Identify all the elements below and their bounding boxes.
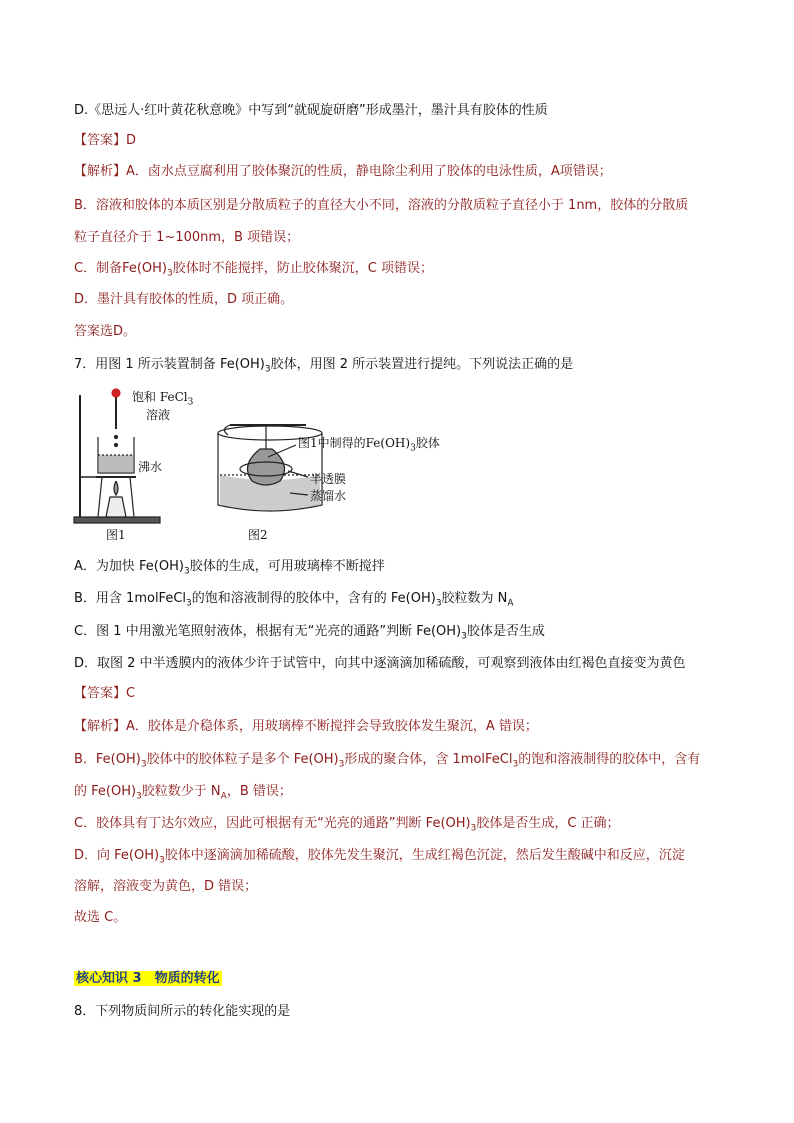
explanation7-a: 【解析】A．胶体是介稳体系，用玻璃棒不断搅拌会导致胶体发生聚沉，A 错误； — [74, 719, 538, 734]
fig1-label-fecl3: 饱和 FeCl$_3$ — [132, 390, 194, 408]
answer-line-7: 【答案】C — [74, 686, 136, 701]
explanation7-d-cont: 溶解，溶液变为黄色，D 错误； — [74, 879, 258, 894]
explanation-b: B．溶液和胶体的本质区别是分散质粒子的直径大小不同，溶液的分散质粒子直径小于 1nm，胶体的分散质 — [74, 198, 689, 213]
question-8: 8．下列物质间所示的转化能实现的是 — [74, 1004, 291, 1019]
explanation7-d: D．向 $Fe(OH)_3$胶体中逐滴滴加稀硫酸，胶体先发生聚沉，生成红褐色沉淀，然后发生酸碱中和反应，沉淀 — [74, 848, 685, 866]
section-heading: 核心知识 3 物质的转化 — [76, 971, 220, 986]
option-d: D．取图 2 中半透膜内的液体少许于试管中，向其中逐滴滴加稀硫酸，可观察到液体由红褐色直接变为黄色 — [74, 656, 686, 671]
answer-choice-7: 故选 C。 — [74, 910, 127, 925]
fig2-caption: 图2 — [248, 528, 268, 542]
question-7: 7．用图 1 所示装置制备 $Fe(OH)_3$胶体，用图 2 所示装置进行提纯。下列说法正确的是 — [74, 357, 574, 375]
explanation7-b-cont: 的 $Fe(OH)_3$胶粒数少于 $N_A$，B 错误； — [74, 784, 292, 802]
fig1-label-boiling-water: 沸水 — [138, 460, 163, 474]
explanation-c: C．制备$Fe(OH)_3$胶体时不能搅拌，防止胶体聚沉，C 项错误； — [74, 261, 433, 279]
fig1-caption: 图1 — [106, 528, 126, 542]
apparatus-figure — [70, 385, 470, 545]
explanation7-b: B．$Fe(OH)_3$胶体中的胶体粒子是多个 $Fe(OH)_3$形成的聚合体，含 1molFeCl$_3$的饱和溶液制得的胶体中，含有 — [74, 752, 701, 770]
option-b: B．用含 1molFeCl$_3$的饱和溶液制得的胶体中，含有的 $Fe(OH)_3$胶粒数为 $N_A$ — [74, 591, 514, 609]
fig2-label-distilled-water: 蒸馏水 — [310, 489, 347, 503]
explanation-a: 【解析】A．卤水点豆腐利用了胶体聚沉的性质，静电除尘利用了胶体的电泳性质，A项错误； — [74, 164, 612, 179]
answer-line: 【答案】D — [74, 133, 137, 148]
fig1-label-solution: 溶液 — [146, 408, 171, 422]
option-c: C．图 1 中用激光笔照射液体，根据有无“光亮的通路”判断 $Fe(OH)_3$胶体是否生成 — [74, 624, 545, 642]
option-d-text: D.《思远人·红叶黄花秋意晚》中写到“就砚旋研磨”形成墨汁，墨汁具有胶体的性质 — [74, 103, 548, 118]
explanation7-c: C．胶体具有丁达尔效应，因此可根据有无“光亮的通路”判断 $Fe(OH)_3$胶体是否生成，C 正确； — [74, 816, 620, 834]
answer-choice: 答案选D。 — [74, 324, 137, 339]
fig2-label-colloid: 图1中制得的$Fe(OH)_3$胶体 — [298, 436, 440, 454]
explanation-d: D．墨汁具有胶体的性质，D 项正确。 — [74, 292, 294, 307]
option-a: A．为加快 $Fe(OH)_3$胶体的生成，可用玻璃棒不断搅拌 — [74, 559, 385, 577]
fig2-label-membrane: 半透膜 — [310, 472, 347, 486]
explanation-b-cont: 粒子直径介于 1~100nm，B 项错误； — [74, 230, 300, 245]
